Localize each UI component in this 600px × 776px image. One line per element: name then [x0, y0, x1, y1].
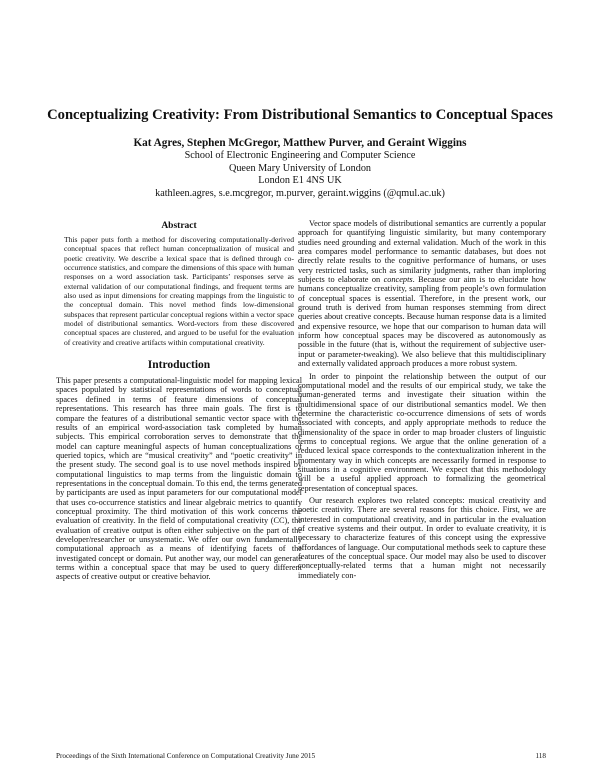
proceedings-note: Proceedings of the Sixth International Conference on Computational Creativity June 2015 [56, 752, 316, 760]
left-column [56, 220, 302, 582]
right-column [298, 219, 546, 580]
intro-paragraph-2: Vector space models of distributional semantics are currently a popular approach for quantifying linguistic similarity, but many contemporary studies need grounding and external validation. Much of the work in this area compares model performance to semantic databases, but does not directly relate results to the cognitive performance of humans, or uses very restricted tasks, such as similarity judgments, rather than imploring subjects to elaborate on concepts. Because our aim is to elucidate how humans conceptualize creativity, sampling from people’s own formulation of conceptual spaces is essential. Therefore, in the present work, our ground truth is derived from human responses stemming from direct queries about creative concepts. Because human response data is a limited and expensive resource, we hope that our comparison to human data will inform how conceptual spaces may be discovered as autonomously as possible in the future (that is, without the requirement of subjective user-input or parameter-tweaking). We also believe that this multidisciplinary and externally validated approach produces a more robust system. [298, 219, 546, 369]
intro-paragraph-3: In order to pinpoint the relationship between the output of our computational model and the results of our empirical study, we take the human-generated terms and investigate their situation within the multidimensional space of our distributional semantics model. We then determine the characteristic co-occurrence dimensions of sets of words associated with concepts, and apply appropriate methods to reduce the dimensionality of the space in order to map broader clusters of linguistic terms to conceptual regions. We argue that the online generation of a reduced lexical space corresponds to the contextualization inherent in the momentary way in which concepts are necessarily formed in response to situations in a cognitive environment. We expect that this methodology will be a useful applied approach to formalizing the geometrical representation of conceptual spaces. [298, 371, 546, 493]
author-names: Kat Agres, Stephen McGregor, Matthew Purver, and Geraint Wiggins [133, 137, 467, 149]
affiliation-line: Queen Mary University of London [228, 162, 372, 174]
page-footer [56, 752, 546, 761]
affiliation-line: London E1 4NS UK [258, 175, 342, 187]
intro-paragraph-4: Our research explores two related concepts: musical creativity and poetic creativity. There are several reasons for this choice. First, we are interested in computational creativity, and in particular in the evaluation of creative systems and their output. In order to evaluate creativity, it is necessary to characterize features of this concept using the expressive affordances of language. Our computational methods seek to capture these features of the conceptual space. Our model may also be used to discover conceptually-related terms that a human might not necessarily immediately con- [298, 495, 546, 580]
author-emails: kathleen.agres, s.e.mcgregor, m.purver, geraint.wiggins (@qmul.ac.uk) [155, 187, 445, 199]
author-block [60, 137, 540, 200]
intro-paragraph-1: This paper presents a computational-linguistic model for mapping lexical spaces populated by statistical representations of words to conceptual spaces defined in terms of feature dimensions of conceptual representations. This research has three main goals. The first is to compare the features of a distributional semantic vector space with the results of an empirical word-association task completed by human subjects. This empirical corroboration serves to demonstrate that the model can capture meaningful aspects of human conceptualizations of queried topics, which are “musical creativity” and “poetic creativity” in the present study. The second goal is to use novel methods inspired by computational linguistics to map terms from the linguistic domain to representations in the conceptual domain. To this end, the terms generated by participants are used as input parameters for our computational model that uses co-occurrence statistics and linear algebraic metrics to quantify conceptual proximity. The third motivation of this work concerns the evaluation of creativity. In the field of computational creativity (CC), the evaluation of creative output is often either subjective on the part of the developer/researcher or unsystematic. We offer our own fundamentally computational approach as a means of identifying facets of the investigated concept or domain. Put another way, our model can generate terms within a conceptual space that may be used to query different aspects of creative output or creative behavior. [56, 376, 302, 582]
abstract-heading: Abstract [161, 221, 197, 231]
affiliation-line: School of Electronic Engineering and Computer Science [184, 150, 416, 161]
paper-title: Conceptualizing Creativity: From Distributional Semantics to Conceptual Spaces [47, 107, 553, 123]
abstract-text: This paper puts forth a method for discovering computationally-derived conceptual spaces that reflect human conceptualization of musical and poetic creativity. We describe a lexical space that is defined through co-occurrence statistics, and compare the dimensions of this space with human responses on a word association task. Participants’ responses serve as external validation of our computational findings, and frequent terms are also used as input dimensions for creating mappings from the linguistic to the conceptual domain. This novel method finds low-dimensional subspaces that represent particular conceptual regions within a vector space model of distributional semantics. Word-vectors from these discovered conceptual spaces are clustered, and argued to be useful for the evaluation of creativity and creative artifacts within computational creativity. [64, 235, 294, 347]
introduction-heading: Introduction [147, 359, 211, 372]
emphasis-concepts: concepts [383, 275, 413, 285]
page-number: 118 [535, 752, 546, 760]
